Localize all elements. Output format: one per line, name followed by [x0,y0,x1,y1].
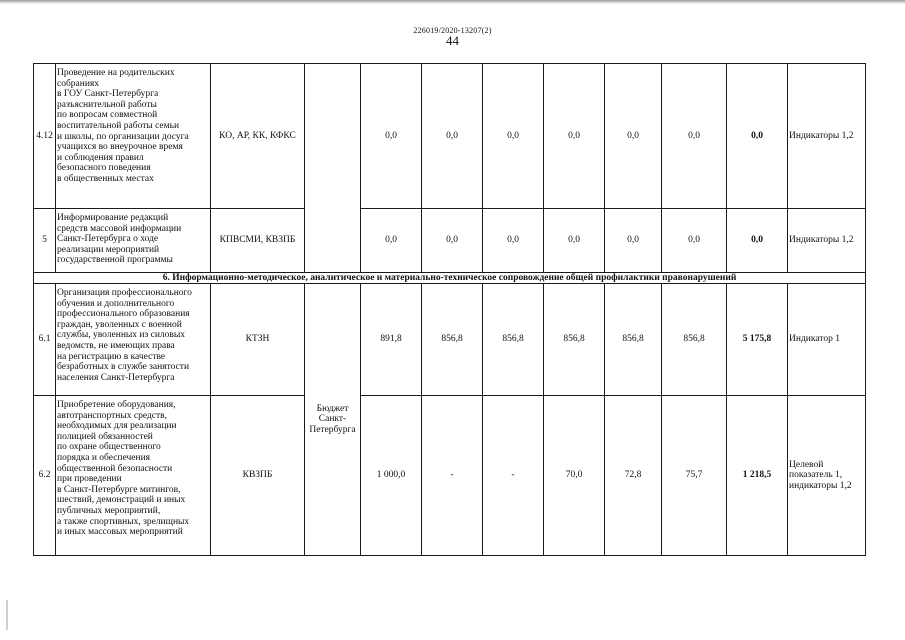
row-indicators: Индикатор 1 [788,284,866,396]
row-total: 1 218,5 [727,396,788,556]
row-executor: КТЗН [211,284,305,396]
scan-margin-mark [6,600,8,630]
row-value-1: 0,0 [361,209,422,273]
page-number: 44 [446,33,459,48]
row-value-4: 70,0 [544,396,605,556]
row-value-6: 75,7 [662,396,727,556]
row-value-3: 0,0 [483,64,544,209]
table-row [34,284,866,396]
row-executor: КО, АР, КК, КФКС [211,64,305,209]
row-indicators: Индикаторы 1,2 [788,209,866,273]
row-number: 5 [34,209,56,273]
funding-source: Бюджет Санкт- Петербурга [305,284,361,556]
row-value-3: 856,8 [483,284,544,396]
row-value-3: - [483,396,544,556]
row-value-1: 1 000,0 [361,396,422,556]
row-indicators: Индикаторы 1,2 [788,64,866,209]
row-indicators: Целевой показатель 1, индикаторы 1,2 [788,396,866,556]
row-value-1: 0,0 [361,64,422,209]
row-value-6: 856,8 [662,284,727,396]
row-value-5: 0,0 [605,64,662,209]
row-value-2: 856,8 [422,284,483,396]
row-value-6: 0,0 [662,64,727,209]
row-description: Организация профессионального обучения и дополнительного профессионального образования граждан, уволенных с военной службы, уволенных из силовых ведомств, не имеющих права на регистрацию в качестве безработных в службе занятости населения Санкт-Петербурга [56,284,211,396]
table-row [34,396,866,556]
document-number: 226019/2020-13207(2) [413,26,492,35]
row-value-6: 0,0 [662,209,727,273]
section-heading: 6. Информационно-методическое, аналитическое и материально-техническое сопровождение общей профилактики правонарушений [34,273,866,284]
row-value-2: - [422,396,483,556]
row-number: 4.12 [34,64,56,209]
table-row [34,64,866,209]
row-value-1: 891,8 [361,284,422,396]
row-number: 6.1 [34,284,56,396]
row-value-4: 0,0 [544,64,605,209]
scan-edge [0,0,905,4]
funding-source-empty-cell [305,64,361,273]
row-total: 0,0 [727,209,788,273]
row-value-5: 72,8 [605,396,662,556]
row-description: Проведение на родительских собраниях в ГОУ Санкт-Петербурга разъяснительной работы по вопросам совместной воспитательной работы семьи и школы, по организации досуга учащихся во внеурочное время и соблюдения правил безопасного поведения в общественных местах [56,64,211,209]
row-value-4: 0,0 [544,209,605,273]
row-value-3: 0,0 [483,209,544,273]
row-value-2: 0,0 [422,64,483,209]
row-value-4: 856,8 [544,284,605,396]
row-number: 6.2 [34,396,56,556]
row-executor: КВЗПБ [211,396,305,556]
row-description: Приобретение оборудования, автотранспортных средств, необходимых для реализации полицией обязанностей по охране общественного порядка и обеспечения общественной безопасности при проведении в Санкт-Петербурге митингов, шествий, демонстраций и иных публичных мероприятий, а также спортивных, зрелищных и иных массовых мероприятий [56,396,211,556]
row-executor: КПВСМИ, КВЗПБ [211,209,305,273]
table-row [34,209,866,273]
section-heading-row [34,273,866,284]
program-table [33,63,866,556]
row-value-2: 0,0 [422,209,483,273]
row-total: 0,0 [727,64,788,209]
row-description: Информирование редакций средств массовой информации Санкт-Петербурга о ходе реализации мероприятий государственной программы [56,209,211,273]
row-value-5: 0,0 [605,209,662,273]
row-total: 5 175,8 [727,284,788,396]
row-value-5: 856,8 [605,284,662,396]
